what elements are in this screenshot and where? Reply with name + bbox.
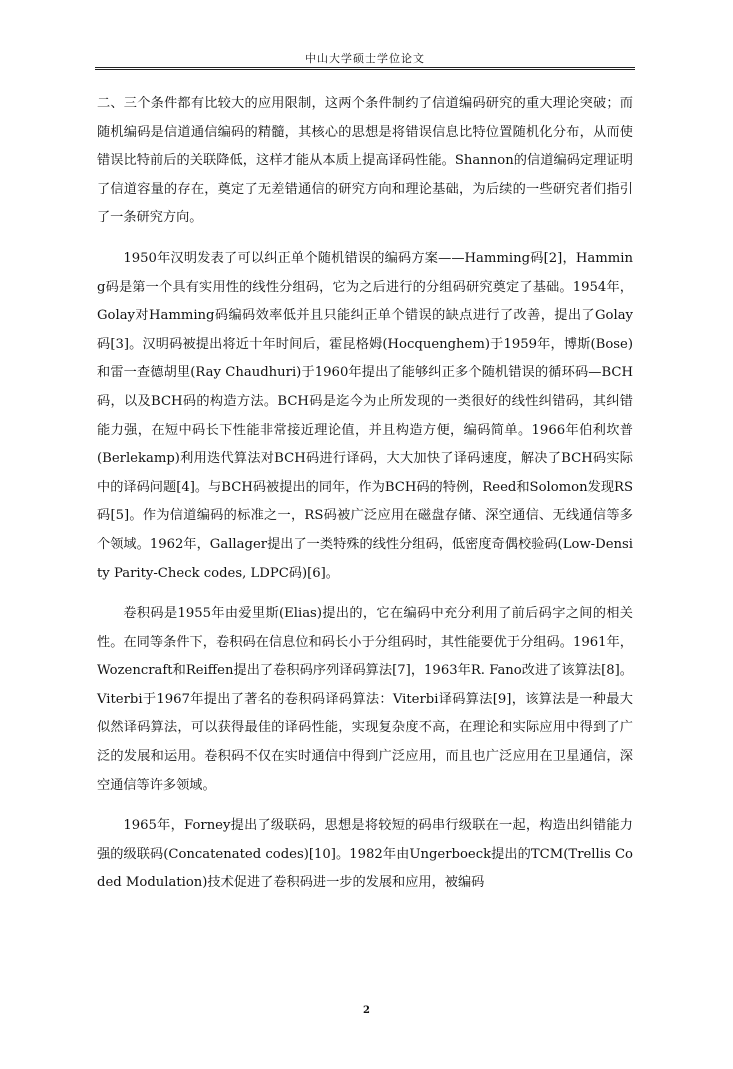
paragraph-convolutional-codes: 卷积码是1955年由爱里斯(Elias)提出的，它在编码中充分利用了前后码字之间的相关性。在同等条件下，卷积码在信息位和码长小于分组码时，其性能要优于分组码。1961年，Wozencraft和Reiffen提出了卷积码序列译码算法[7]，1963年R. Fano改进了该算法[8]。Viterbi于1967年提出了著名的卷积码译码算法：Viterbi译码算法[9]，该算法是一种最大似然译码算法，可以获得最佳的译码性能，实现复杂度不高，在理论和实际应用中得到了广泛的发展和运用。卷积码不仅在实时通信中得到广泛应用，而且也广泛应用在卫星通信，深空通信等许多领域。: [97, 606, 633, 793]
paragraph-hamming-history: 1950年汉明发表了可以纠正单个随机错误的编码方案——Hamming码[2]，Hamming码是第一个具有实用性的线性分组码，它为之后进行的分组码研究奠定了基础。1954年，Golay对Hamming码编码效率低并且只能纠正单个错误的缺点进行了改善，提出了Golay码[3]。汉明码被提出将近十年时间后，霍昆格姆(Hocquenghem)于1959年，博斯(Bose)和雷一查德胡里(Ray Chaudhuri)于1960年提出了能够纠正多个随机错误的循环码—BCH码，以及BCH码的构造方法。BCH码是迄今为止所发现的一类很好的线性纠错码，其纠错能力强，在短中码长下性能非常接近理论值，并且构造方便，编码简单。1966年伯利坎普(Berlekamp)利用迭代算法对BCH码进行译码，大大加快了译码速度，解决了BCH码实际中的译码问题[4]。与BCH码被提出的同年，作为BCH码的特例，Reed和Solomon发现RS码[5]。作为信道编码的标准之一，RS码被广泛应用在磁盘存储、深空通信、无线通信等多个领域。1962年，Gallager提出了一类特殊的线性分组码，低密度奇偶校验码(Low-Density Parity-Check codes, LDPC码)[6]。: [97, 250, 633, 581]
running-header: 中山大学硕士学位论文: [305, 52, 425, 65]
paragraph-continuation: 二、三个条件都有比较大的应用限制，这两个条件制约了信道编码研究的重大理论突破；而随机编码是信道通信编码的精髓，其核心的思想是将错误信息比特位置随机化分布，从而使错误比特前后的关联降低，这样才能从本质上提高译码性能。Shannon的信道编码定理证明了信道容量的存在，奠定了无差错通信的研究方向和理论基础，为后续的一些研究者们指引了一条研究方向。: [97, 96, 633, 226]
page-number: 2: [363, 1005, 370, 1016]
body-text: [97, 90, 633, 898]
paragraph-concatenated-codes: 1965年，Forney提出了级联码，思想是将较短的码串行级联在一起，构造出纠错能力强的级联码(Concatenated codes)[10]。1982年由Ungerboeck提出的TCM(Trellis Coded Modulation)技术促进了卷积码进一步的发展和应用，被编码: [97, 818, 633, 891]
header-rule: [95, 67, 635, 70]
